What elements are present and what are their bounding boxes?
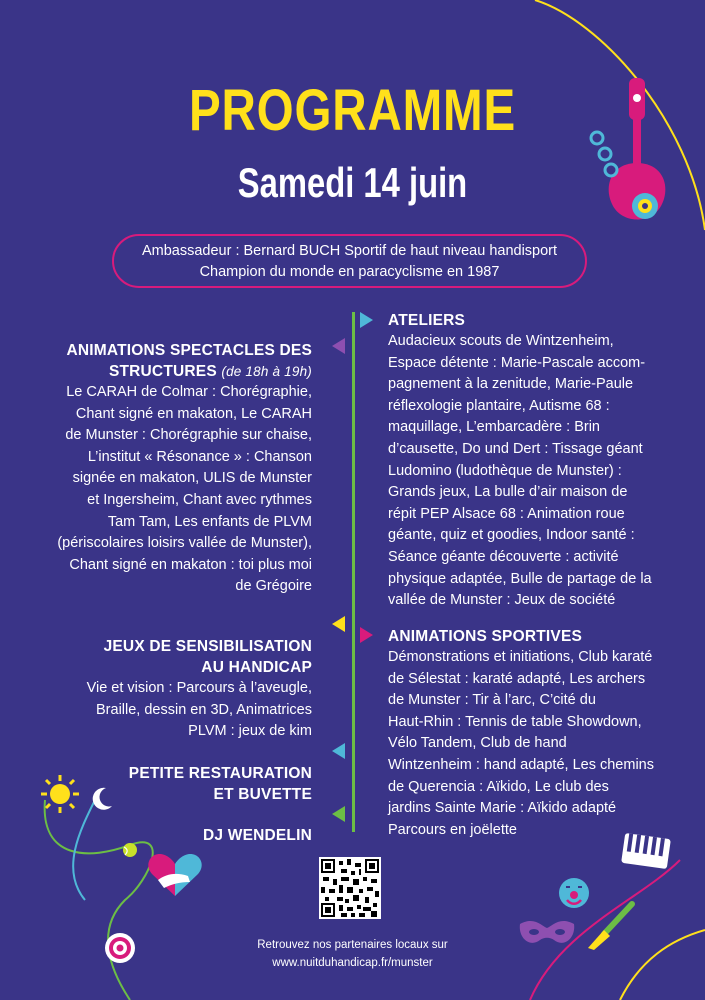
footer-line-1: Retrouvez nos partenaires locaux sur	[257, 939, 448, 951]
spectacles-line: Chant signé en makaton, Le CARAH	[75, 405, 312, 422]
jeux-title-1: JEUX DE SENSIBILISATION	[103, 638, 312, 655]
ateliers-line: Séance géante découverte : activité	[388, 548, 619, 565]
ateliers-line: réflexologie plantaire, Autisme 68 :	[388, 397, 610, 414]
section-sportives	[388, 626, 654, 841]
spectacles-line: Chant signé en makaton : toi plus moi	[69, 556, 312, 573]
marker-sportives	[360, 627, 373, 643]
spectacles-line: Le CARAH de Colmar : Chorégraphie,	[66, 384, 312, 400]
ateliers-title: ATELIERS	[388, 312, 466, 329]
section-restauration	[129, 763, 312, 805]
ateliers-line: physique adaptée, Bulle de partage de la	[388, 570, 652, 587]
ateliers-line: vallée de Munster : Jeux de société	[388, 592, 616, 609]
heart-hands-icon	[146, 852, 204, 898]
sportives-line: de Munster : Tir à l’arc, C’cité du	[388, 692, 596, 709]
spectacles-title-2-row	[57, 361, 312, 382]
ateliers-line: Espace détente : Marie-Pascale accom-	[388, 354, 646, 371]
jeux-title-2: AU HANDICAP	[201, 659, 312, 676]
ateliers-line: répit PEP Alsace 68 : Animation roue	[388, 505, 625, 522]
marker-dj	[332, 806, 345, 822]
qr-code-icon[interactable]	[319, 857, 381, 919]
page-title: PROGRAMME	[188, 78, 517, 143]
restauration-title-1: PETITE RESTAURATION	[128, 765, 312, 782]
sportives-line: Vélo Tandem, Club de hand	[388, 735, 567, 752]
marker-jeux	[332, 616, 345, 632]
ambassador-box	[112, 234, 587, 288]
section-jeux	[87, 636, 312, 743]
ateliers-line: Grands jeux, La bulle d’air maison de	[388, 484, 628, 501]
sun-icon	[40, 774, 80, 814]
restauration-title-2: ET BUVETTE	[213, 786, 312, 803]
spectacles-line: L’institut « Résonance » : Chanson	[87, 448, 312, 465]
ateliers-line: pagnement à la zenitude, Marie-Paule	[388, 376, 634, 393]
section-dj	[203, 825, 312, 846]
jeux-line: PLVM : jeux de kim	[188, 723, 312, 740]
sportives-line: Wintzenheim : hand adapté, Les chemins	[388, 756, 654, 773]
tennis-ball-icon	[122, 842, 138, 858]
spectacles-line: Tam Tam, Les enfants de PLVM	[107, 513, 312, 530]
sportives-line: jardins Sainte Marie : Aïkido adapté	[388, 800, 617, 817]
spectacles-hours: (de 18h à 19h)	[221, 364, 312, 379]
sportives-line: Haut-Rhin : Tennis de table Showdown,	[388, 713, 642, 730]
timeline-line	[352, 312, 355, 832]
jeux-line: Vie et vision : Parcours à l’aveugle,	[86, 680, 312, 696]
spectacles-title-2: STRUCTURES	[108, 363, 217, 380]
ambassador-line-1: Ambassadeur : Bernard BUCH Sportif de haut niveau handisport	[141, 243, 558, 259]
marker-restauration	[332, 743, 345, 759]
piano-keys-icon	[620, 831, 672, 871]
moon-icon	[88, 786, 114, 812]
marker-spectacles	[332, 338, 345, 354]
ateliers-line: maquillage, L’embarcadère : Brin	[388, 419, 600, 436]
spectacles-title-1: ANIMATIONS SPECTACLES DES	[66, 342, 312, 359]
sportives-line: de Sélestat : karaté adapté, Les archers	[388, 670, 646, 687]
ateliers-line: Audacieux scouts de Wintzenheim,	[388, 333, 614, 349]
spectacles-line: (périscolaires loisirs vallée de Munster),	[57, 535, 312, 552]
marker-ateliers	[360, 312, 373, 328]
ateliers-line: d’causette, Do und Dert : Tissage géant	[388, 440, 643, 457]
spectacles-line: de Grégoire	[235, 578, 312, 595]
footer	[0, 936, 705, 972]
sportives-line: de Querencia : Aïkido, Le club des	[388, 778, 609, 795]
section-spectacles	[57, 340, 312, 598]
footer-link[interactable]: www.nuitduhandicap.fr/munster	[272, 957, 433, 969]
spectacles-line: et Ingersheim, Chant avec rythmes	[87, 491, 312, 508]
jeux-line: Braille, dessin en 3D, Animatrices	[96, 701, 312, 718]
dj-title: DJ WENDELIN	[203, 827, 312, 844]
spectacles-line: de Munster : Chorégraphie sur chaise,	[65, 427, 312, 444]
spectacles-line: signée en makaton, ULIS de Munster	[72, 470, 312, 487]
sportives-line: Démonstrations et initiations, Club karaté	[388, 649, 653, 665]
sportives-title: ANIMATIONS SPORTIVES	[388, 628, 583, 645]
ambassador-line-2: Champion du monde en paracyclisme en 1987	[199, 264, 500, 280]
sportives-line: Parcours en joëlette	[388, 821, 517, 838]
ateliers-line: Ludomino (ludothèque de Munster) :	[388, 462, 622, 479]
section-ateliers	[388, 310, 652, 612]
event-date: Samedi 14 juin	[237, 159, 468, 206]
ateliers-line: géante, quiz et goodies, Indoor santé :	[388, 527, 635, 544]
